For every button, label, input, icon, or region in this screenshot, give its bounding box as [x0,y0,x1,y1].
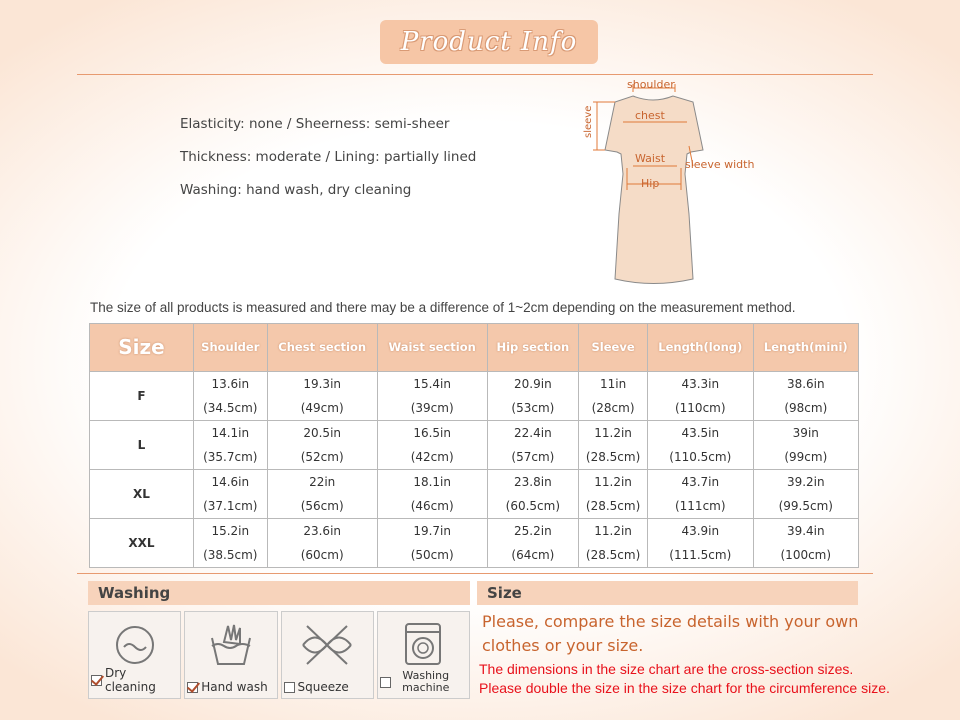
cell-inch-value: 38.6in [786,377,825,391]
cell-inch-value: 11.2in [594,426,632,440]
table-cell [487,470,579,519]
cell-cm-value: (57cm) [511,450,555,464]
washing-grid [88,611,470,699]
cell-cm-value: (34.5cm) [203,401,258,415]
dry-cleaning-icon [110,620,160,670]
cell-inch-value: 11.2in [594,475,632,489]
table-cell [647,421,753,470]
dress-diagram [575,74,775,294]
cell-inch-value: 22in [309,475,336,489]
bottom-divider [77,573,873,574]
table-cell [267,372,377,421]
header-hip: Hip section [487,324,579,372]
cell-cm-value: (99cm) [784,450,828,464]
wash-item-hand-wash [184,611,277,699]
cell-cm-value: (111.5cm) [669,548,732,562]
cell-inch-value: 11in [599,377,627,391]
cell-inch-value: 23.8in [514,475,552,489]
page-title: Product Info [400,27,578,57]
cell-inch-value: 43.5in [681,426,720,440]
table-cell [377,372,487,421]
header-length-long: Length(long) [647,324,753,372]
cell-cm-value: (37.1cm) [203,499,258,513]
hand-wash-label: Hand wash [201,680,268,694]
cell-inch-value: 22.4in [514,426,552,440]
cell-cm-value: (110.5cm) [669,450,732,464]
label-chest: chest [635,109,665,122]
cell-cm-value: (98cm) [784,401,828,415]
cell-cm-value: (60.5cm) [505,499,561,513]
table-cell [267,421,377,470]
table-cell [647,372,753,421]
size-table [89,323,859,568]
cell-cm-value: (28.5cm) [585,548,641,562]
no-squeeze-icon [297,620,357,670]
squeeze-label: Squeeze [297,680,349,694]
washing-machine-label: Washing machine [402,669,450,694]
cell-cm-value: (38.5cm) [203,548,258,562]
table-row [90,519,859,568]
cell-cm-value: (100cm) [780,548,832,562]
cell-cm-value: (64cm) [511,548,555,562]
cell-inch-value: 39.4in [786,524,825,538]
cell-inch-value: 43.3in [681,377,720,391]
cell-cm-value: (56cm) [300,499,344,513]
cell-inch-value: 15.4in [413,377,451,391]
table-cell [753,519,858,568]
cell-inch-value: 18.1in [413,475,451,489]
table-cell [487,519,579,568]
cell-cm-value: (42cm) [410,450,454,464]
header-shoulder: Shoulder [194,324,268,372]
cell-cm-value: (28.5cm) [585,499,641,513]
cell-cm-value: (50cm) [410,548,454,562]
label-waist: Waist [635,152,666,165]
table-cell [194,421,268,470]
cell-cm-value: (60cm) [300,548,344,562]
cell-inch-value: 39.2in [786,475,825,489]
table-cell [753,421,858,470]
wash-item-dry-cleaning [88,611,181,699]
measurement-note: The size of all products is measured and there may be a difference of 1~2cm depending on the measurement method. [90,300,796,315]
wash-item-washing-machine [377,611,470,699]
cell-cm-value: (28cm) [591,401,635,415]
squeeze-checkbox [284,682,295,693]
wash-item-squeeze [281,611,374,699]
table-cell [377,519,487,568]
size-advice: Please, compare the size details with your own clothes or your size. [482,612,859,655]
table-row [90,470,859,519]
table-cell [267,519,377,568]
hand-wash-checkbox [187,682,198,693]
table-cell [194,372,268,421]
info-thickness: Thickness: moderate / Lining: partially lined [180,149,477,165]
cell-inch-value: 16.5in [413,426,451,440]
table-cell [194,470,268,519]
table-cell [647,519,753,568]
cross-section-note: The dimensions in the size chart are the cross-section sizes. [479,661,854,677]
cell-inch-value: 20.5in [303,426,342,440]
cell-cm-value: (46cm) [410,499,454,513]
washing-machine-icon [398,620,448,670]
cell-inch-value: 39in [792,426,819,440]
cell-inch-value: 11.2in [594,524,632,538]
circumference-note: Please double the size in the size chart for the circumference size. [479,680,890,696]
cell-inch-value: 14.6in [211,475,250,489]
table-cell [579,421,648,470]
washing-heading: Washing [88,581,470,605]
cell-cm-value: (99.5cm) [778,499,833,513]
header-chest: Chest section [267,324,377,372]
table-cell [267,470,377,519]
table-cell [194,519,268,568]
cell-inch-value: 19.7in [413,524,451,538]
info-elasticity: Elasticity: none / Sheerness: semi-sheer [180,116,450,132]
title-banner [380,20,598,64]
table-cell [377,470,487,519]
row-size-label: L [90,421,194,470]
table-cell [579,372,648,421]
header-size: Size [90,324,194,372]
header-sleeve: Sleeve [579,324,648,372]
cell-cm-value: (53cm) [511,401,555,415]
cell-cm-value: (39cm) [410,401,454,415]
hand-wash-icon [206,620,256,670]
cell-cm-value: (111cm) [674,499,726,513]
row-size-label: XL [90,470,194,519]
table-row [90,421,859,470]
row-size-label: XXL [90,519,194,568]
info-washing: Washing: hand wash, dry cleaning [180,182,412,198]
row-size-label: F [90,372,194,421]
cell-inch-value: 43.7in [681,475,720,489]
dry-cleaning-checkbox [91,675,102,686]
header-waist: Waist section [377,324,487,372]
label-hip: Hip [641,177,660,190]
label-shoulder: shoulder [627,78,675,91]
cell-cm-value: (28.5cm) [585,450,641,464]
cell-cm-value: (49cm) [300,401,344,415]
cell-inch-value: 20.9in [514,377,552,391]
cell-inch-value: 23.6in [303,524,342,538]
cell-cm-value: (35.7cm) [203,450,258,464]
table-cell [753,470,858,519]
size-heading: Size [477,581,858,605]
table-cell [487,372,579,421]
table-cell [753,372,858,421]
cell-inch-value: 13.6in [211,377,250,391]
washing-machine-checkbox [380,677,391,688]
table-cell [377,421,487,470]
header-length-mini: Length(mini) [753,324,858,372]
cell-cm-value: (52cm) [300,450,344,464]
cell-inch-value: 19.3in [303,377,342,391]
table-cell [647,470,753,519]
table-cell [579,519,648,568]
table-cell [487,421,579,470]
label-sleeve-width: sleeve width [685,158,755,171]
label-sleeve: sleeve [583,105,594,138]
cell-inch-value: 25.2in [514,524,552,538]
table-row [90,372,859,421]
dry-cleaning-label: Dry cleaning [105,666,156,694]
size-table-header [90,324,859,372]
cell-inch-value: 43.9in [681,524,720,538]
cell-inch-value: 14.1in [211,426,250,440]
cell-inch-value: 15.2in [211,524,250,538]
table-cell [579,470,648,519]
cell-cm-value: (110cm) [674,401,726,415]
